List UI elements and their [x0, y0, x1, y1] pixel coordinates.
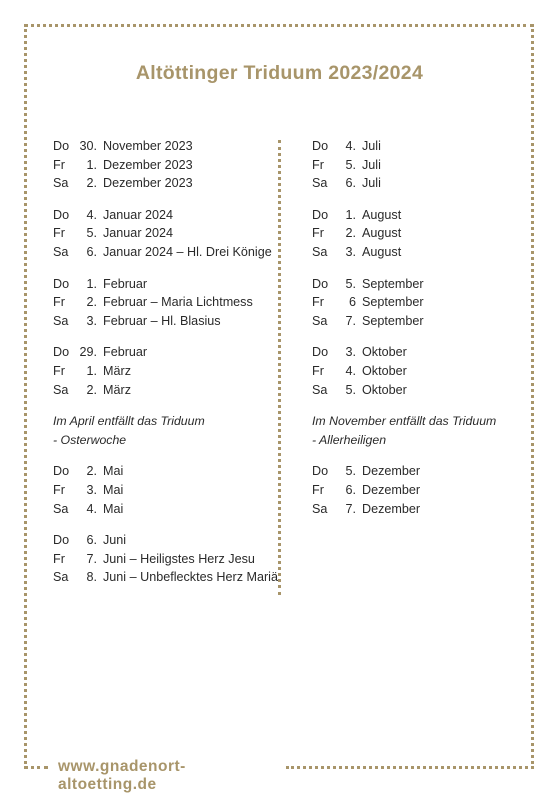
footer-divider-left — [24, 766, 48, 772]
date-text: August — [362, 207, 402, 222]
day-number: 4. — [345, 363, 356, 378]
weekday: Do — [312, 207, 329, 222]
date-text: Februar – Hl. Blasius — [103, 313, 221, 328]
left-column — [53, 137, 278, 600]
date-text: Januar 2024 — [103, 226, 174, 241]
date-text: Januar 2024 — [103, 207, 174, 222]
day-number: 5. — [345, 276, 356, 291]
date-group — [53, 275, 273, 331]
weekday: Fr — [53, 157, 65, 172]
day-number: 2. — [86, 176, 97, 191]
schedule-row — [312, 481, 532, 500]
weekday: Fr — [53, 363, 65, 378]
date-group — [53, 137, 273, 193]
weekday: Sa — [53, 570, 69, 585]
weekday: Do — [53, 464, 70, 479]
date-text: Dezember 2023 — [103, 176, 193, 191]
schedule-row — [312, 137, 532, 156]
schedule-row — [312, 293, 532, 312]
note-line: - Osterwoche — [53, 432, 127, 447]
day-number: 6 — [348, 295, 356, 310]
day-number: 1. — [86, 157, 97, 172]
date-text: August — [362, 226, 402, 241]
schedule-row — [53, 243, 273, 262]
schedule-row — [53, 206, 273, 225]
schedule-row — [53, 275, 273, 294]
weekday: Fr — [312, 482, 324, 497]
weekday: Do — [312, 276, 329, 291]
schedule-row — [312, 243, 532, 262]
schedule-row — [312, 156, 532, 175]
weekday: Do — [312, 139, 329, 153]
date-text: Juli — [362, 176, 381, 191]
date-text: Oktober — [362, 382, 407, 397]
schedule-row — [53, 343, 273, 362]
day-number: 6. — [345, 482, 356, 497]
weekday: Do — [53, 345, 70, 360]
schedule-row — [53, 381, 273, 400]
footer-divider-right — [286, 766, 534, 772]
date-group — [312, 343, 532, 399]
day-number: 3. — [345, 244, 356, 259]
date-group — [312, 275, 532, 331]
date-text: Juni — [103, 533, 127, 548]
weekday: Do — [53, 207, 70, 222]
weekday: Do — [53, 139, 70, 153]
weekday: Do — [53, 533, 70, 548]
right-column — [312, 137, 532, 531]
day-number: 1. — [86, 276, 97, 291]
day-number: 3. — [86, 482, 97, 497]
date-text: Februar — [103, 276, 148, 291]
day-number: 6. — [86, 244, 97, 259]
weekday: Do — [312, 464, 329, 479]
schedule-row — [53, 312, 273, 331]
day-number: 5. — [345, 382, 356, 397]
date-text: Oktober — [362, 363, 407, 378]
date-text: Mai — [103, 464, 124, 479]
website-link[interactable]: www.gnadenort-altoetting.de — [58, 758, 186, 793]
day-number: 4. — [86, 501, 97, 516]
weekday: Fr — [312, 295, 324, 310]
schedule-row — [53, 156, 273, 175]
schedule-row — [53, 362, 273, 381]
schedule-row — [312, 174, 532, 193]
schedule-row — [53, 568, 278, 587]
day-number: 4. — [86, 207, 97, 222]
date-group — [312, 206, 532, 262]
weekday: Sa — [53, 244, 69, 259]
schedule-row — [312, 275, 532, 294]
weekday: Do — [53, 276, 70, 291]
weekday: Sa — [312, 244, 328, 259]
schedule-row — [312, 381, 532, 400]
schedule-row — [312, 224, 532, 243]
schedule-note — [312, 412, 532, 449]
day-number: 8. — [86, 570, 97, 585]
column-divider — [278, 140, 281, 595]
weekday: Fr — [312, 363, 324, 378]
date-text: September — [362, 295, 424, 310]
date-text: September — [362, 276, 424, 291]
day-number: 6. — [345, 176, 356, 191]
day-number: 7. — [345, 313, 356, 328]
weekday: Sa — [53, 176, 69, 191]
weekday: Fr — [312, 157, 324, 172]
date-text: Mai — [103, 501, 124, 516]
weekday: Fr — [53, 551, 65, 566]
date-text: November 2023 — [103, 139, 193, 153]
weekday: Sa — [312, 501, 328, 516]
date-group — [312, 462, 532, 518]
weekday: Sa — [53, 313, 69, 328]
weekday: Sa — [312, 313, 328, 328]
weekday: Fr — [53, 482, 65, 497]
date-text: Februar — [103, 345, 148, 360]
day-number: 4. — [345, 139, 356, 153]
date-group — [53, 206, 273, 262]
date-group — [53, 462, 273, 518]
date-text: Juli — [362, 157, 381, 172]
schedule-row — [53, 174, 273, 193]
weekday: Fr — [53, 226, 65, 241]
weekday: Sa — [312, 176, 328, 191]
date-text: Juni – Heiligstes Herz Jesu — [103, 551, 255, 566]
day-number: 2. — [86, 295, 97, 310]
date-text: März — [103, 382, 131, 397]
day-number: 5. — [86, 226, 97, 241]
day-number: 7. — [345, 501, 356, 516]
schedule-row — [53, 293, 273, 312]
weekday: Sa — [53, 382, 69, 397]
schedule-note — [53, 412, 273, 449]
schedule-row — [312, 312, 532, 331]
date-text: Dezember — [362, 482, 421, 497]
date-text: Juni – Unbeflecktes Herz Mariä — [103, 570, 278, 585]
date-text: Februar – Maria Lichtmess — [103, 295, 253, 310]
day-number: 29. — [79, 345, 97, 360]
day-number: 5. — [345, 464, 356, 479]
day-number: 1. — [86, 363, 97, 378]
schedule-row — [53, 462, 273, 481]
schedule-row — [312, 500, 532, 519]
day-number: 1. — [345, 207, 356, 222]
note-line: Im November entfällt das Triduum — [312, 414, 497, 429]
schedule-row — [53, 550, 273, 569]
note-line: Im April entfällt das Triduum — [53, 414, 205, 429]
date-group — [312, 137, 532, 193]
schedule-row — [312, 343, 532, 362]
schedule-row — [53, 500, 273, 519]
day-number: 2. — [86, 382, 97, 397]
date-text: Juli — [362, 139, 381, 153]
date-text: Mai — [103, 482, 124, 497]
page-title: Altöttinger Triduum 2023/2024 — [135, 62, 424, 84]
schedule-row — [53, 224, 273, 243]
day-number: 30. — [79, 139, 97, 153]
schedule-row — [53, 481, 273, 500]
weekday: Fr — [53, 295, 65, 310]
date-text: März — [103, 363, 131, 378]
weekday: Sa — [53, 501, 69, 516]
weekday: Sa — [312, 382, 328, 397]
schedule-row — [312, 362, 532, 381]
schedule-row — [53, 531, 273, 550]
day-number: 6. — [86, 533, 97, 548]
schedule-row — [312, 206, 532, 225]
date-text: Dezember — [362, 464, 421, 479]
date-text: Oktober — [362, 345, 407, 360]
day-number: 3. — [86, 313, 97, 328]
day-number: 2. — [345, 226, 356, 241]
schedule-row — [53, 137, 273, 156]
date-text: Dezember — [362, 501, 421, 516]
day-number: 3. — [345, 345, 356, 360]
weekday: Fr — [312, 226, 324, 241]
date-group — [53, 531, 278, 587]
date-text: Januar 2024 – Hl. Drei Könige — [103, 244, 272, 259]
note-line: - Allerheiligen — [312, 432, 387, 447]
date-text: August — [362, 244, 402, 259]
schedule-row — [312, 462, 532, 481]
date-group — [53, 343, 273, 399]
date-text: Dezember 2023 — [103, 157, 193, 172]
date-text: September — [362, 313, 424, 328]
day-number: 7. — [86, 551, 97, 566]
weekday: Do — [312, 345, 329, 360]
day-number: 2. — [86, 464, 97, 479]
day-number: 5. — [345, 157, 356, 172]
